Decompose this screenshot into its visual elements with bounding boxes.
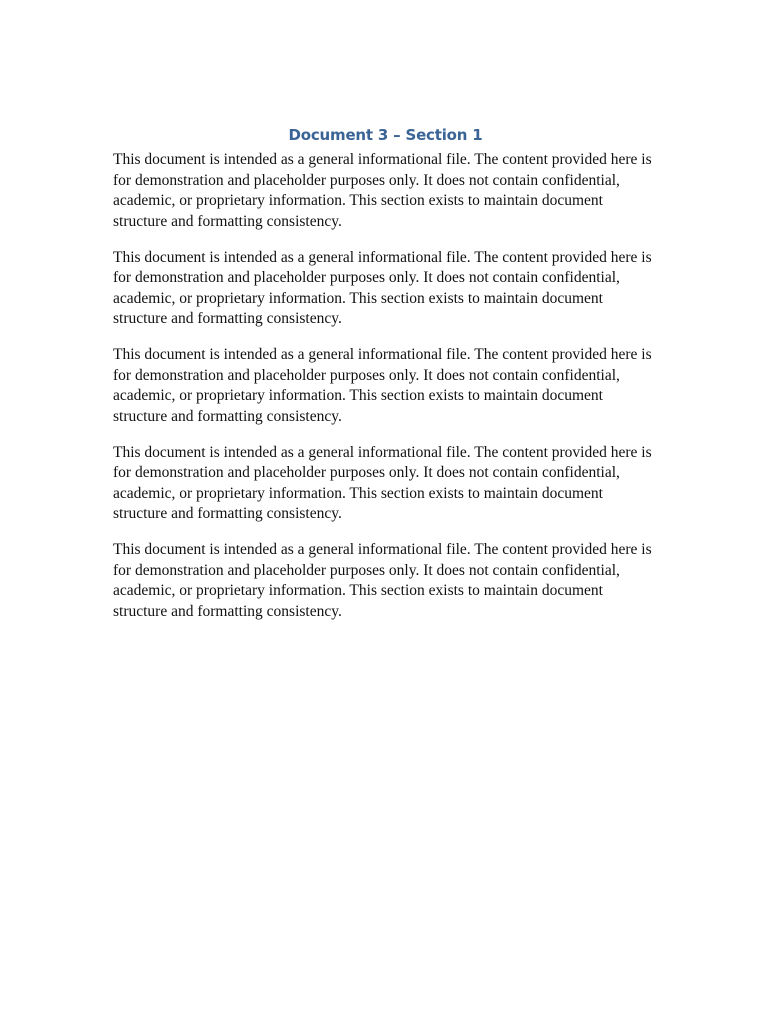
- document-content: [113, 124, 658, 638]
- body-paragraph-2: This document is intended as a general informational file. The content provided here is for demonstration and placeholder purposes only. It does not contain confidential, academic, or proprietary information. This section exists to maintain document structure and formatting consistency.: [113, 248, 652, 327]
- body-paragraph-4: This document is intended as a general informational file. The content provided here is for demonstration and placeholder purposes only. It does not contain confidential, academic, or proprietary information. This section exists to maintain document structure and formatting consistency.: [113, 443, 652, 522]
- body-paragraph-1: This document is intended as a general informational file. The content provided here is for demonstration and placeholder purposes only. It does not contain confidential, academic, or proprietary information. This section exists to maintain document structure and formatting consistency.: [113, 151, 652, 230]
- document-title: Document 3 – Section 1: [288, 126, 483, 144]
- body-paragraph-5: This document is intended as a general informational file. The content provided here is for demonstration and placeholder purposes only. It does not contain confidential, academic, or proprietary information. This section exists to maintain document structure and formatting consistency.: [113, 541, 652, 620]
- body-paragraph-3: This document is intended as a general informational file. The content provided here is for demonstration and placeholder purposes only. It does not contain confidential, academic, or proprietary information. This section exists to maintain document structure and formatting consistency.: [113, 346, 652, 425]
